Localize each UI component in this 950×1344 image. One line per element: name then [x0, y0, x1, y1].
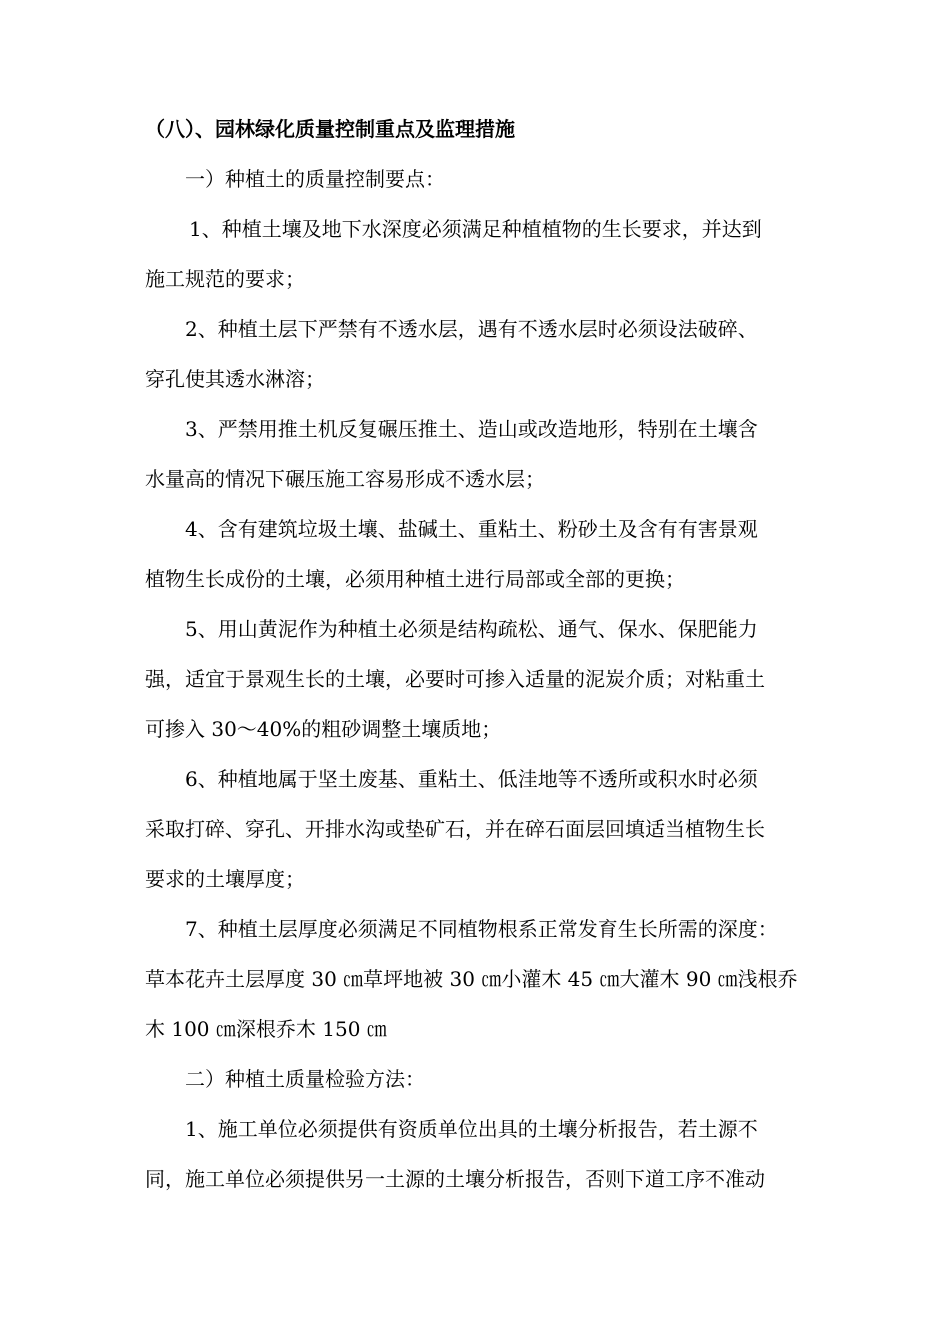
item-5-line-2: 强，适宜于景观生长的土壤，必要时可掺入适量的泥炭介质；对粘重土	[145, 667, 765, 691]
item-6-line-3: 要求的土壤厚度；	[145, 867, 305, 891]
item-2-line-1: 2、种植土层下严禁有不透水层，遇有不透水层时必须设法破碎、	[185, 317, 758, 341]
item-6-line-2: 采取打碎、穿孔、开排水沟或垫矿石，并在碎石面层回填适当植物生长	[145, 817, 765, 841]
item-3-line-1: 3、严禁用推土机反复碾压推土、造山或改造地形，特别在土壤含	[185, 417, 758, 441]
item-6-line-1: 6、种植地属于坚土废基、重粘土、低洼地等不透所或积水时必须	[185, 767, 758, 791]
item-5-line-3: 可掺入 30～40%的粗砂调整土壤质地；	[145, 717, 502, 741]
item-4-line-2: 植物生长成份的土壤，必须用种植土进行局部或全部的更换；	[145, 567, 685, 591]
item-5-line-1: 5、用山黄泥作为种植土必须是结构疏松、通气、保水、保肥能力	[185, 617, 758, 641]
item-4-line-1: 4、含有建筑垃圾土壤、盐碱土、重粘土、粉砂土及含有有害景观	[185, 517, 758, 541]
section-heading-2: 二）种植土质量检验方法：	[185, 1067, 425, 1091]
document-body	[145, 104, 825, 1204]
item-1-line-2: 施工规范的要求；	[145, 267, 305, 291]
item-7-line-3: 木 100 ㎝深根乔木 150 ㎝	[145, 1017, 387, 1041]
item-2-line-2: 穿孔使其透水淋溶；	[145, 367, 325, 391]
document-title: （八）、园林绿化质量控制重点及监理措施	[145, 117, 515, 141]
item-7-line-1: 7、种植土层厚度必须满足不同植物根系正常发育生长所需的深度：	[185, 917, 778, 941]
item-1-line-1: 1、种植土壤及地下水深度必须满足种植植物的生长要求，并达到	[189, 217, 762, 241]
item-7-line-2: 草本花卉土层厚度 30 ㎝草坪地被 30 ㎝小灌木 45 ㎝大灌木 90 ㎝浅根乔	[145, 967, 798, 991]
item-3-line-2: 水量高的情况下碾压施工容易形成不透水层；	[145, 467, 545, 491]
section-heading-1: 一）种植土的质量控制要点：	[185, 167, 445, 191]
item-8-line-2: 同，施工单位必须提供另一土源的土壤分析报告，否则下道工序不准动	[145, 1167, 765, 1191]
item-8-line-1: 1、施工单位必须提供有资质单位出具的土壤分析报告，若土源不	[185, 1117, 758, 1141]
